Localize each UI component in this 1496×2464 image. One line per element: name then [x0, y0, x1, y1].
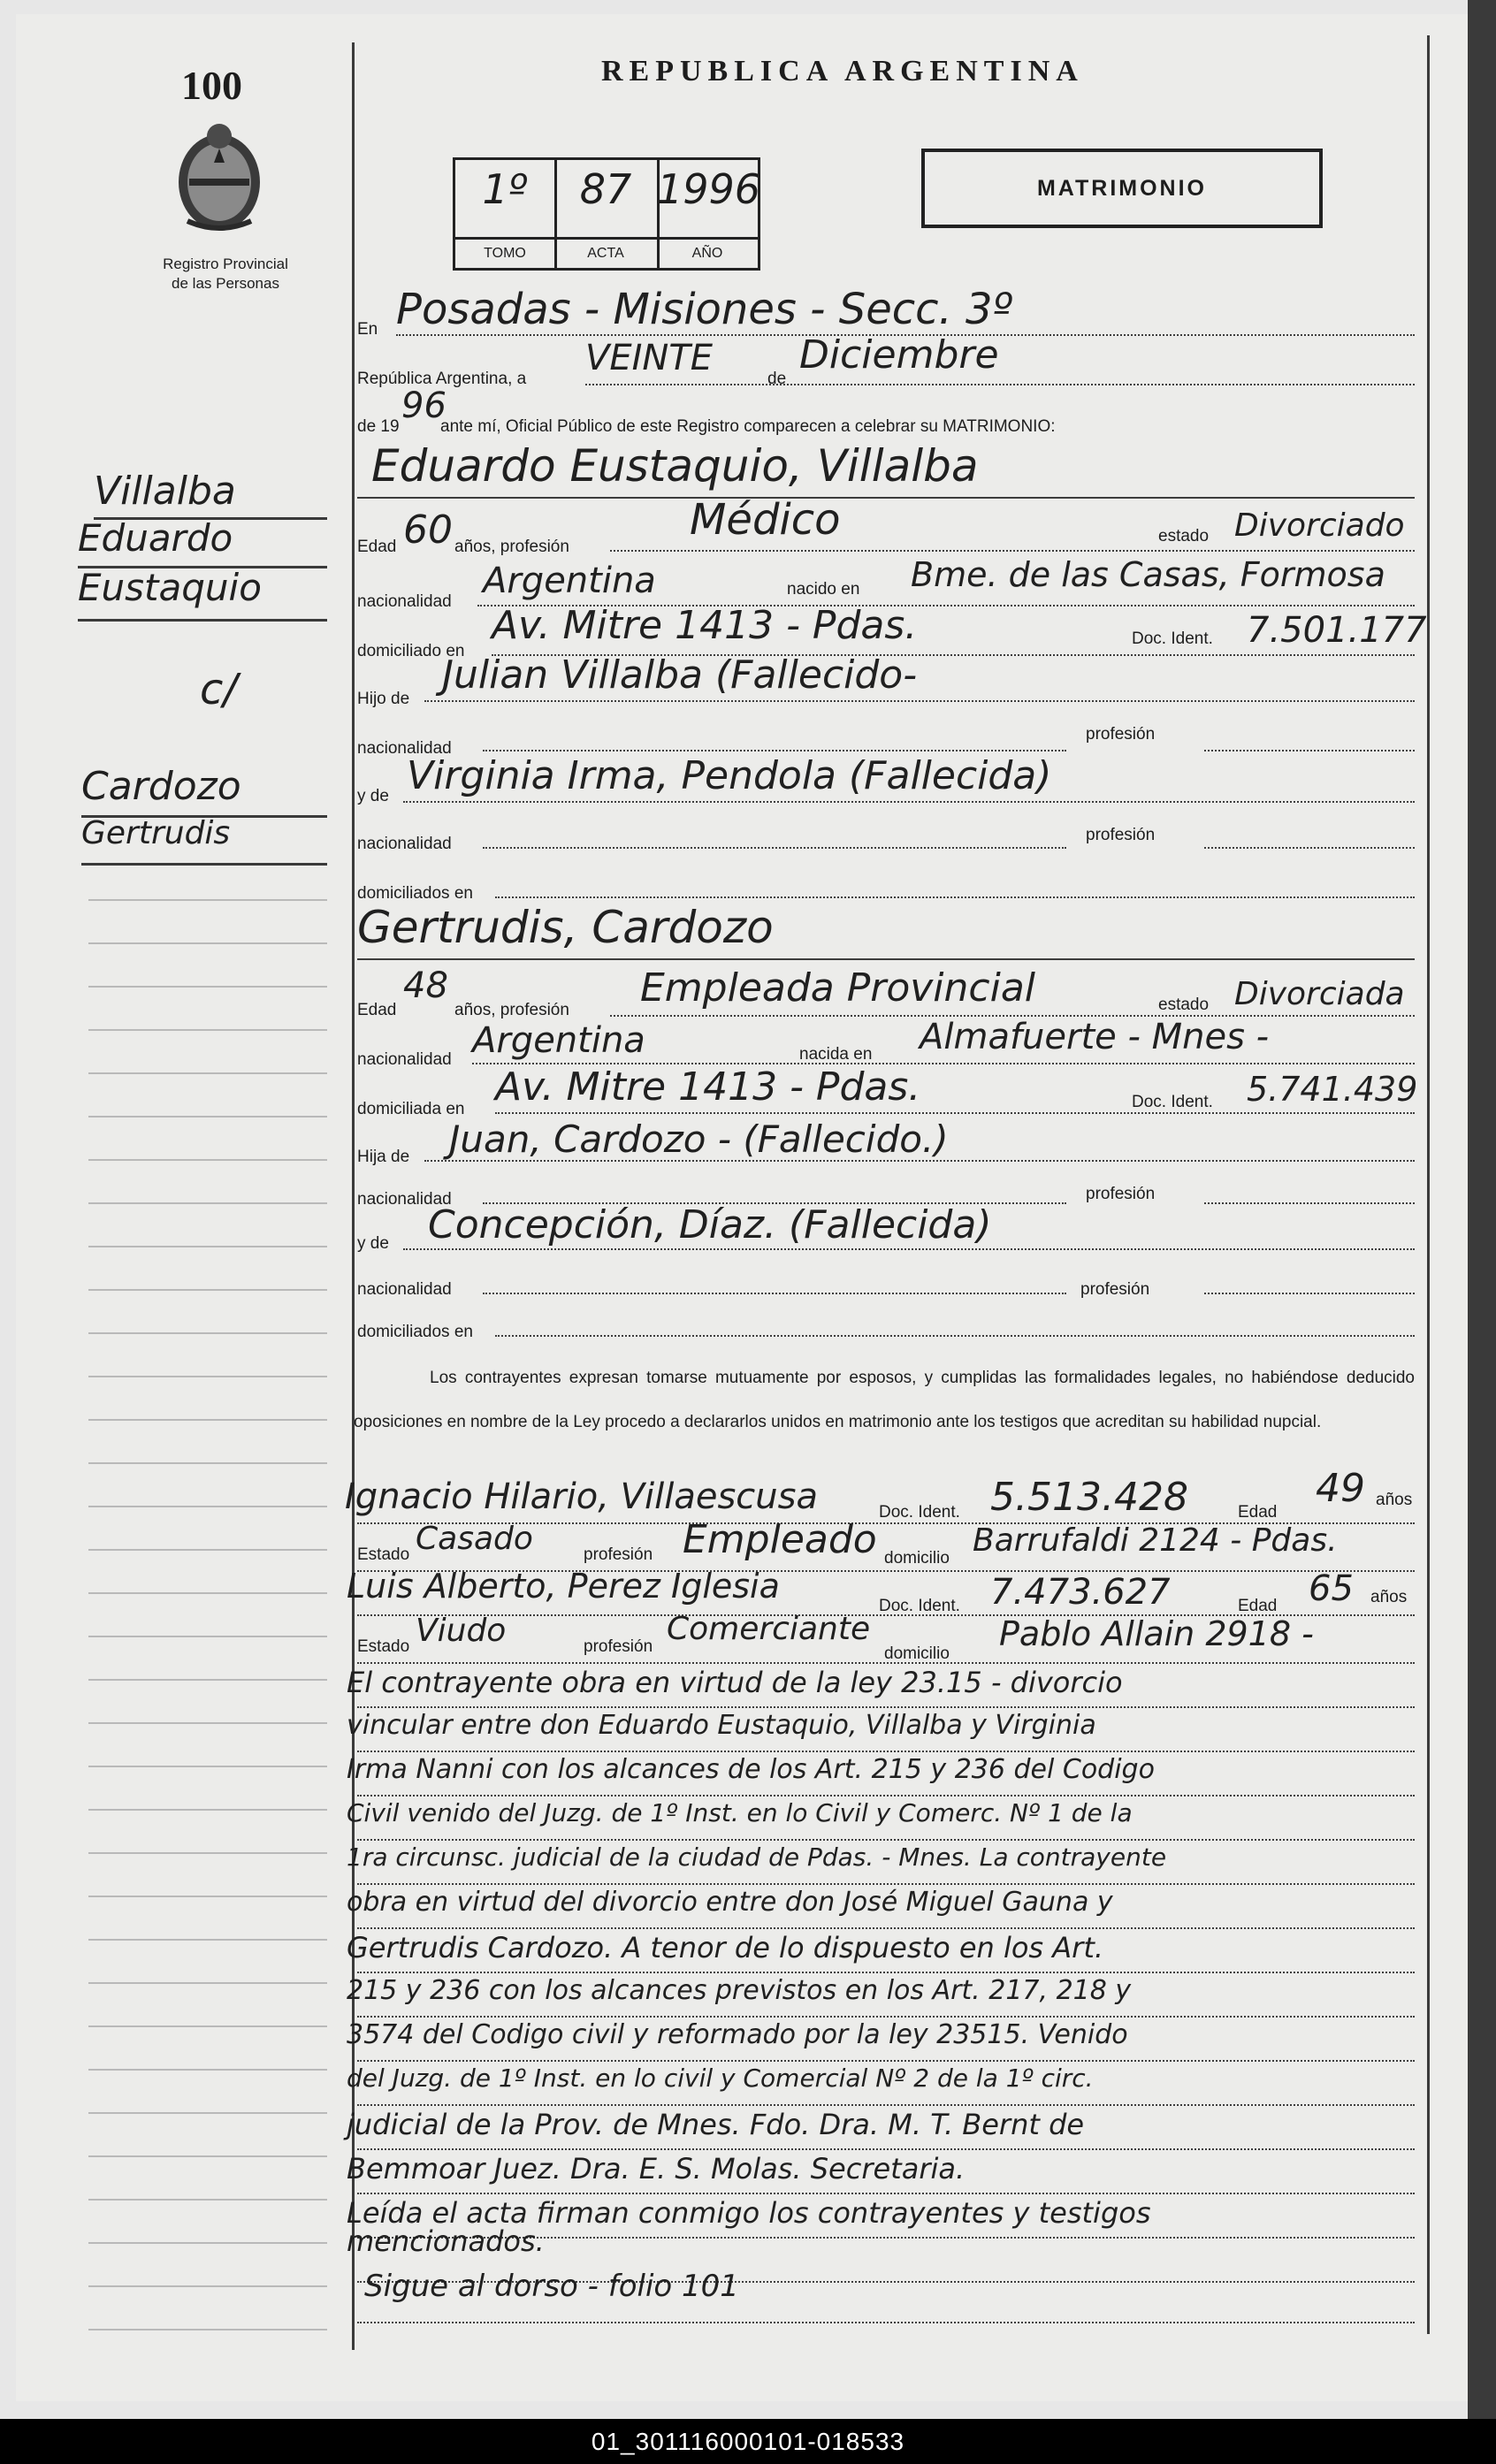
groom-edad-value: 60 [403, 507, 453, 553]
anio-label: AÑO [657, 237, 758, 270]
groom-nacido-label: nacido en [787, 580, 860, 599]
witness-1-edad-label: Edad [1238, 1503, 1278, 1522]
republica-label: República Argentina, a [357, 370, 527, 388]
acta-label: ACTA [554, 237, 657, 270]
bride-estado-value: Divorciada [1234, 976, 1405, 1012]
fill-line [357, 1927, 1415, 1929]
fill-line [1204, 1293, 1415, 1294]
margin-underline [78, 619, 327, 622]
note-line: Civil venido del Juzg. de 1º Inst. en lo Civil y Comerc. Nº 1 de la [347, 1798, 1133, 1827]
year-suffix-label: ante mí, Oficial Público de este Registro comparecen a celebrar su MATRIMONIO: [440, 417, 1056, 436]
witness-2-domicilio-value: Pablo Allain 2918 - [999, 1614, 1314, 1653]
tomo-value: 1º [482, 165, 528, 213]
note-line: Gertrudis Cardozo. A tenor de lo dispuesto en los Art. [347, 1931, 1104, 1964]
note-line: 3574 del Codigo civil y reformado por la ley 23515. Venido [347, 2019, 1128, 2050]
witness-1-estado-value: Casado [416, 1521, 533, 1557]
witness-1-edad-value: 49 [1316, 1466, 1365, 1511]
tomo-cell [455, 160, 557, 270]
note-line: del Juzg. de 1º Inst. en lo civil y Comercial Nº 2 de la 1º circ. [347, 2064, 1094, 2093]
witness-2-anos-label: años [1370, 1588, 1408, 1606]
bride-madre-value: Concepción, Díaz. (Fallecida) [428, 1202, 992, 1247]
margin-separator: c/ [200, 665, 238, 714]
witness-1-anos-label: años [1376, 1491, 1413, 1509]
fill-line [483, 1293, 1066, 1294]
fill-line [424, 700, 1415, 702]
acta-cell [554, 160, 660, 270]
fill-line [357, 2322, 1415, 2323]
groom-estado-label: estado [1158, 527, 1210, 545]
bride-edad-value: 48 [403, 965, 448, 1006]
bride-nac2-label: nacionalidad [357, 1280, 452, 1299]
place-value: Posadas - Misiones - Secc. 3º [396, 285, 1013, 334]
bride-nacida-label: nacida en [799, 1045, 873, 1064]
fill-line [357, 2104, 1415, 2106]
fill-line [357, 1883, 1415, 1885]
de-label: de [767, 370, 787, 388]
witness-1-domicilio-label: domicilio [884, 1549, 950, 1568]
bride-domicilio-value: Av. Mitre 1413 - Pdas. [495, 1064, 921, 1110]
witness-1-doc-value: 5.513.428 [990, 1475, 1188, 1520]
groom-hijo-label: Hijo de [357, 690, 410, 708]
witness-2-estado-value: Viudo [416, 1613, 507, 1649]
binding-edge [1468, 0, 1496, 2422]
fill-line [610, 550, 1415, 552]
witness-2-profesion-label: profesión [584, 1637, 653, 1656]
groom-estado-value: Divorciado [1234, 507, 1405, 544]
note-line: 215 y 236 con los alcances previstos en los Art. 217, 218 y [347, 1975, 1132, 2006]
bride-hija-label: Hija de [357, 1148, 410, 1166]
bride-domiciliados-label: domiciliados en [357, 1323, 473, 1341]
right-border-rule [1427, 35, 1430, 2334]
name-line [357, 958, 1415, 960]
witness-1-domicilio-value: Barrufaldi 2124 - Pdas. [973, 1522, 1338, 1559]
bride-nacida-value: Almafuerte - Mnes - [920, 1017, 1270, 1057]
year-prefix-label: de 19 [357, 417, 400, 436]
margin-middlename: Eustaquio [78, 566, 262, 609]
bride-profesion-value: Empleada Provincial [640, 965, 1036, 1011]
bride-domicilio-label: domiciliada en [357, 1100, 465, 1118]
groom-profesion-value: Médico [690, 495, 841, 545]
groom-madre-value: Virginia Irma, Pendola (Fallecida) [407, 753, 1052, 798]
witness-2-doc-value: 7.473.627 [990, 1572, 1171, 1613]
witness-2-edad-value: 65 [1309, 1568, 1354, 1609]
note-line: obra en virtud del divorcio entre don José Miguel Gauna y [347, 1887, 1113, 1918]
declaration-text: Los contrayentes expresan tomarse mutuamente por esposos, y cumplidas las formalidades legales, no habiéndose deducido oposiciones en nombre de la Ley procedo a declararlos unidos en matrimonio ante los testigos que acreditan su habilidad nupcial. [354, 1369, 1415, 1431]
note-line: El contrayente obra en virtud de la ley 23.15 - divorcio [347, 1666, 1123, 1699]
note-line: Bemmoar Juez. Dra. E. S. Molas. Secretaria. [347, 2152, 966, 2186]
bride-doc-value: 5.741.439 [1247, 1070, 1418, 1109]
fill-line [1204, 847, 1415, 849]
margin-ruled-lines [88, 858, 327, 2343]
day-value: VEINTE [585, 338, 714, 378]
bride-padre-value: Juan, Cardozo - (Fallecido.) [449, 1118, 949, 1161]
groom-prof1-label: profesión [1086, 725, 1156, 744]
image-id-text: 01_301116000101-018533 [591, 2427, 905, 2455]
groom-nac2-label: nacionalidad [357, 835, 452, 853]
country-heading: REPUBLICA ARGENTINA [601, 55, 1084, 88]
coat-of-arms-icon [170, 117, 269, 235]
year-value: 96 [401, 385, 447, 426]
fill-line [403, 801, 1415, 803]
registry-line-1: Registro Provincial [163, 256, 288, 272]
groom-doc-value: 7.501.177 [1247, 610, 1427, 651]
fill-line [357, 1706, 1415, 1708]
bride-nac1-label: nacionalidad [357, 1190, 452, 1209]
fill-line [357, 2193, 1415, 2194]
fill-line [357, 1751, 1415, 1752]
anio-value: 1996 [657, 165, 761, 213]
witness-1-profesion-label: profesión [584, 1545, 653, 1564]
bride-prof1-label: profesión [1086, 1185, 1156, 1203]
groom-yde-label: y de [357, 787, 389, 805]
margin-bride-firstname: Gertrudis [81, 815, 231, 851]
witness-1-estado-label: Estado [357, 1545, 410, 1564]
note-line: 1ra circunsc. judicial de la ciudad de Pdas. - Mnes. La contrayente [347, 1842, 1167, 1872]
bride-estado-label: estado [1158, 996, 1210, 1014]
fill-line [424, 1160, 1415, 1162]
bride-nacionalidad-label: nacionalidad [357, 1050, 452, 1069]
fill-line [357, 2016, 1415, 2018]
fill-line [357, 2148, 1415, 2150]
fill-line [403, 1248, 1415, 1250]
document-type: MATRIMONIO [1036, 175, 1207, 201]
margin-surname: Villalba [94, 469, 236, 514]
margin-underline [81, 863, 327, 866]
bride-name: Gertrudis, Cardozo [357, 902, 774, 953]
acta-value: 87 [579, 165, 632, 213]
groom-domiciliados-label: domiciliados en [357, 884, 473, 903]
groom-prof2-label: profesión [1086, 826, 1156, 844]
fill-line [357, 1795, 1415, 1797]
fill-line [495, 1335, 1415, 1337]
witness-1-name: Ignacio Hilario, Villaescusa [345, 1476, 818, 1517]
groom-name: Eduardo Eustaquio, Villalba [371, 440, 979, 492]
fill-line [495, 1112, 1415, 1114]
note-line: vincular entre don Eduardo Eustaquio, Villalba y Virginia [347, 1710, 1096, 1741]
fill-line [357, 1972, 1415, 1973]
margin-firstname: Eduardo [78, 516, 233, 560]
witness-2-estado-label: Estado [357, 1637, 410, 1656]
tomo-label: TOMO [455, 237, 554, 270]
note-line: Irma Nanni con los alcances de los Art. 215 y 236 del Codigo [347, 1754, 1155, 1785]
month-value: Diciembre [799, 332, 999, 378]
margin-bride-surname: Cardozo [81, 764, 241, 809]
groom-doc-label: Doc. Ident. [1132, 629, 1213, 648]
fill-line [357, 1662, 1415, 1664]
groom-anos-label: años, profesión [454, 538, 569, 556]
anio-cell [657, 160, 761, 270]
bride-anos-label: años, profesión [454, 1001, 569, 1019]
note-line: Leída el acta firman conmigo los contrayentes y testigos [347, 2196, 1151, 2230]
bride-nacionalidad-value: Argentina [472, 1020, 645, 1061]
fill-line [483, 750, 1066, 751]
fill-line [1204, 1202, 1415, 1204]
fill-line [1204, 750, 1415, 751]
fill-line [585, 384, 1415, 385]
folio-number: 100 [181, 63, 242, 108]
name-line [357, 497, 1415, 499]
en-label: En [357, 320, 378, 339]
image-id-caption [0, 2419, 1496, 2464]
bride-doc-label: Doc. Ident. [1132, 1093, 1213, 1111]
registry-name [124, 255, 327, 294]
witness-1-profesion-value: Empleado [683, 1517, 877, 1562]
groom-nac1-label: nacionalidad [357, 739, 452, 758]
witness-2-name: Luis Alberto, Perez Iglesia [347, 1567, 780, 1606]
registry-line-2: de las Personas [172, 275, 279, 292]
note-line: judicial de la Prov. de Mnes. Fdo. Dra. M. T. Bernt de [347, 2108, 1085, 2141]
groom-nacionalidad-value: Argentina [483, 561, 656, 601]
note-line: mencionados. [347, 2224, 545, 2258]
groom-edad-label: Edad [357, 538, 397, 556]
witness-2-profesion-value: Comerciante [667, 1611, 871, 1647]
witness-1-doc-label: Doc. Ident. [879, 1503, 960, 1522]
fill-line [495, 896, 1415, 898]
groom-padre-value: Julian Villalba (Fallecido- [442, 652, 918, 698]
groom-nacido-value: Bme. de las Casas, Formosa [911, 555, 1385, 594]
record-reference-box [453, 157, 760, 271]
witness-2-doc-label: Doc. Ident. [879, 1597, 960, 1615]
bride-yde-label: y de [357, 1234, 389, 1253]
fill-line [357, 2060, 1415, 2062]
fill-line [357, 1839, 1415, 1841]
fill-line [483, 847, 1066, 849]
bride-edad-label: Edad [357, 1001, 397, 1019]
bride-prof2-label: profesión [1080, 1280, 1150, 1299]
declaration-paragraph [354, 1356, 1415, 1445]
groom-domicilio-label: domiciliado en [357, 642, 465, 660]
witness-2-domicilio-label: domicilio [884, 1644, 950, 1663]
continuation-note: Sigue al dorso - folio 101 [364, 2269, 739, 2304]
witness-2-edad-label: Edad [1238, 1597, 1278, 1615]
groom-domicilio-value: Av. Mitre 1413 - Pdas. [492, 603, 918, 648]
document-type-box [921, 149, 1323, 228]
groom-nacionalidad-label: nacionalidad [357, 592, 452, 611]
